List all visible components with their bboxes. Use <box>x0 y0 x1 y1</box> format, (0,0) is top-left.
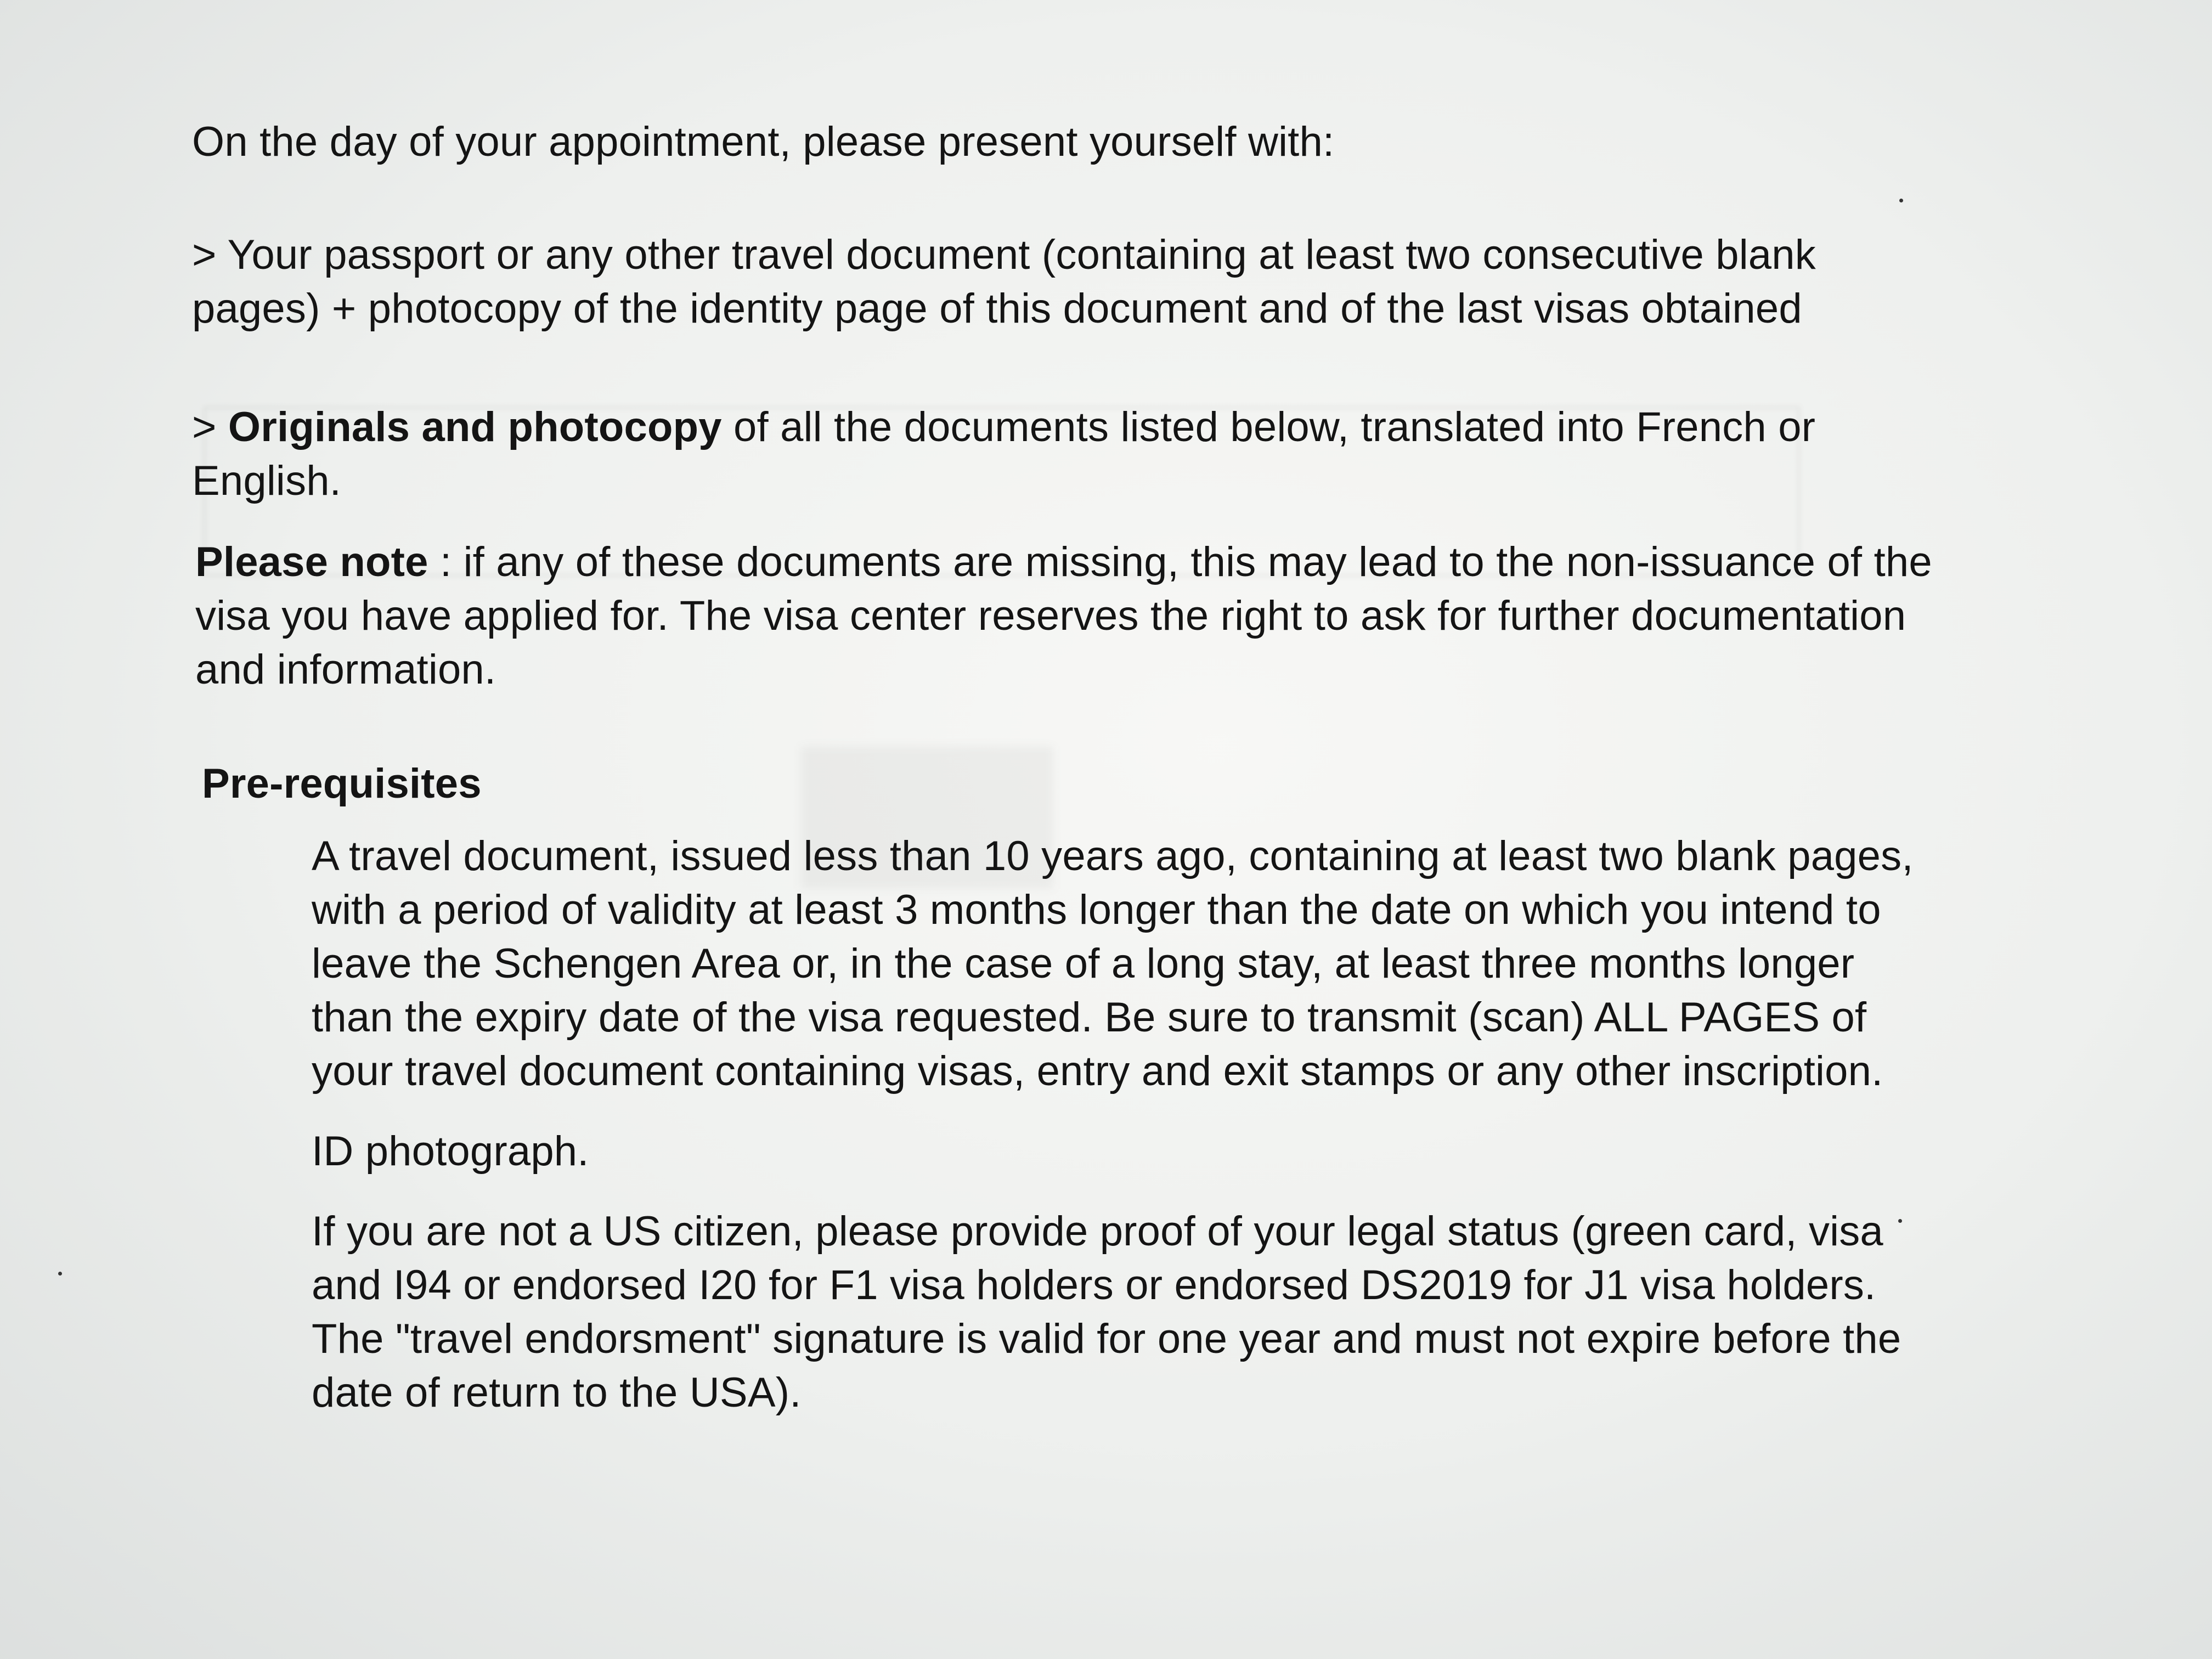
document-body <box>192 115 1937 1446</box>
intro-text: On the day of your appointment, please present yourself with: <box>192 119 1335 165</box>
please-note-text: : if any of these documents are missing, this may lead to the non-issuance of the visa you have applied for. The visa center reserves the right to ask for further documentation and information. <box>195 539 1932 693</box>
originals-rest: of all the documents listed below, translated into French or English. <box>192 404 1816 504</box>
prerequisite-travel-document: A travel document, issued less than 10 years ago, containing at least two blank pages, with a period of validity at least 3 months longer than the date on which you intend to leave the Schengen Area or, in the case of a long stay, at least three months longer than the expiry date of the visa requested. Be sure to transmit (scan) ALL PAGES of your travel document containing visas, entry and exit stamps or any other inscription. <box>312 833 1914 1094</box>
prerequisites-list <box>192 830 1937 1420</box>
speck-mark <box>1898 1219 1902 1223</box>
prerequisite-id-photo: ID photograph. <box>312 1128 589 1175</box>
passport-item: > Your passport or any other travel document (containing at least two consecutive blank pages) + photocopy of the identity page of this document and of the last visas obtained <box>192 232 1816 332</box>
speck-mark <box>1899 199 1903 202</box>
speck-mark <box>58 1272 62 1276</box>
please-note-label: Please note <box>195 539 428 585</box>
originals-item <box>192 400 1937 508</box>
prerequisite-legal-status: If you are not a US citizen, please provide proof of your legal status (green card, visa and I94 or endorsed I20 for F1 visa holders or endorsed DS2019 for J1 visa holders. The "travel endorsment" signature is valid for one year and must not expire before the date of return to the USA). <box>312 1208 1901 1416</box>
originals-prefix: > <box>192 404 228 450</box>
originals-bold: Originals and photocopy <box>228 404 722 450</box>
please-note <box>195 535 1937 697</box>
prerequisites-heading: Pre-requisites <box>202 760 482 807</box>
